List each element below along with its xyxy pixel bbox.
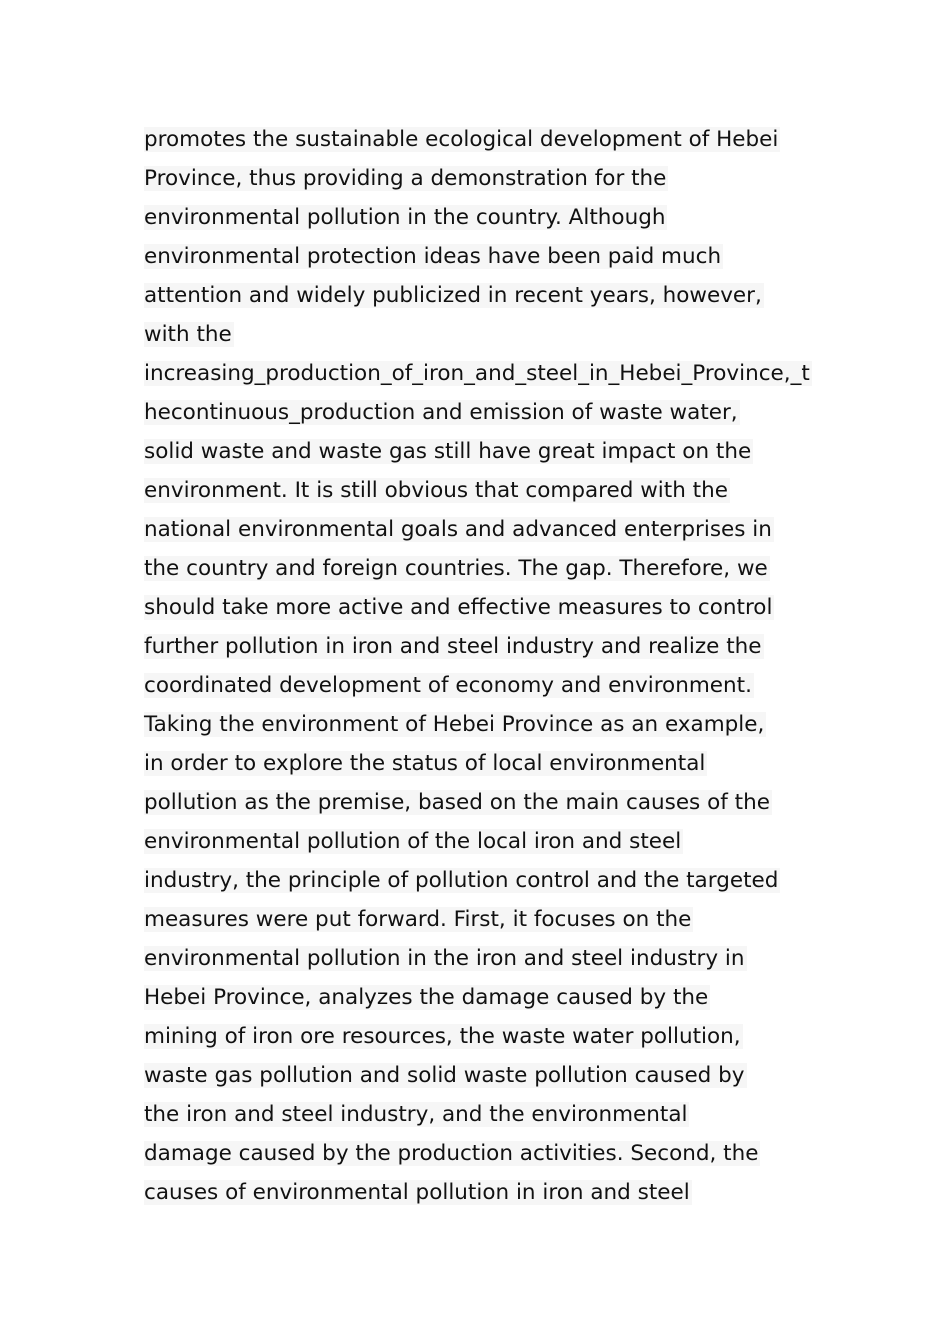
text-line: causes of environmental pollution in iron and steel <box>144 1180 690 1205</box>
text-line: attention and widely publicized in recent years, however, <box>144 283 762 308</box>
text-line: increasing_production_of_iron_and_steel_in_Hebei_Province,_t <box>144 361 810 386</box>
text-line: the country and foreign countries. The gap. Therefore, we <box>144 556 768 581</box>
text-line: damage caused by the production activities. Second, the <box>144 1141 759 1166</box>
text-line: in order to explore the status of local environmental <box>144 751 706 776</box>
text-line: pollution as the premise, based on the main causes of the <box>144 790 770 815</box>
text-line: environmental pollution in the country. Although <box>144 205 666 230</box>
text-line: industry, the principle of pollution control and the targeted <box>144 868 779 893</box>
text-line: promotes the sustainable ecological development of Hebei <box>144 127 779 152</box>
text-line: further pollution in iron and steel industry and realize the <box>144 634 762 659</box>
text-line: Hebei Province, analyzes the damage caused by the <box>144 985 709 1010</box>
text-line: the iron and steel industry, and the environmental <box>144 1102 688 1127</box>
text-line: environmental protection ideas have been paid much <box>144 244 722 269</box>
text-line: with the <box>144 322 232 347</box>
text-line: environmental pollution of the local iron and steel <box>144 829 682 854</box>
text-line: environmental pollution in the iron and steel industry in <box>144 946 745 971</box>
text-line: Province, thus providing a demonstration for the <box>144 166 667 191</box>
body-text <box>144 120 824 1212</box>
text-line: coordinated development of economy and environment. <box>144 673 752 698</box>
text-line: hecontinuous_production and emission of waste water, <box>144 400 738 425</box>
text-line: environment. It is still obvious that compared with the <box>144 478 728 503</box>
text-line: Taking the environment of Hebei Province as an example, <box>144 712 765 737</box>
text-line: measures were put forward. First, it focuses on the <box>144 907 692 932</box>
text-line: solid waste and waste gas still have great impact on the <box>144 439 752 464</box>
text-line: mining of iron ore resources, the waste water pollution, <box>144 1024 741 1049</box>
text-line: should take more active and effective measures to control <box>144 595 773 620</box>
text-line: national environmental goals and advanced enterprises in <box>144 517 772 542</box>
text-line: waste gas pollution and solid waste pollution caused by <box>144 1063 745 1088</box>
